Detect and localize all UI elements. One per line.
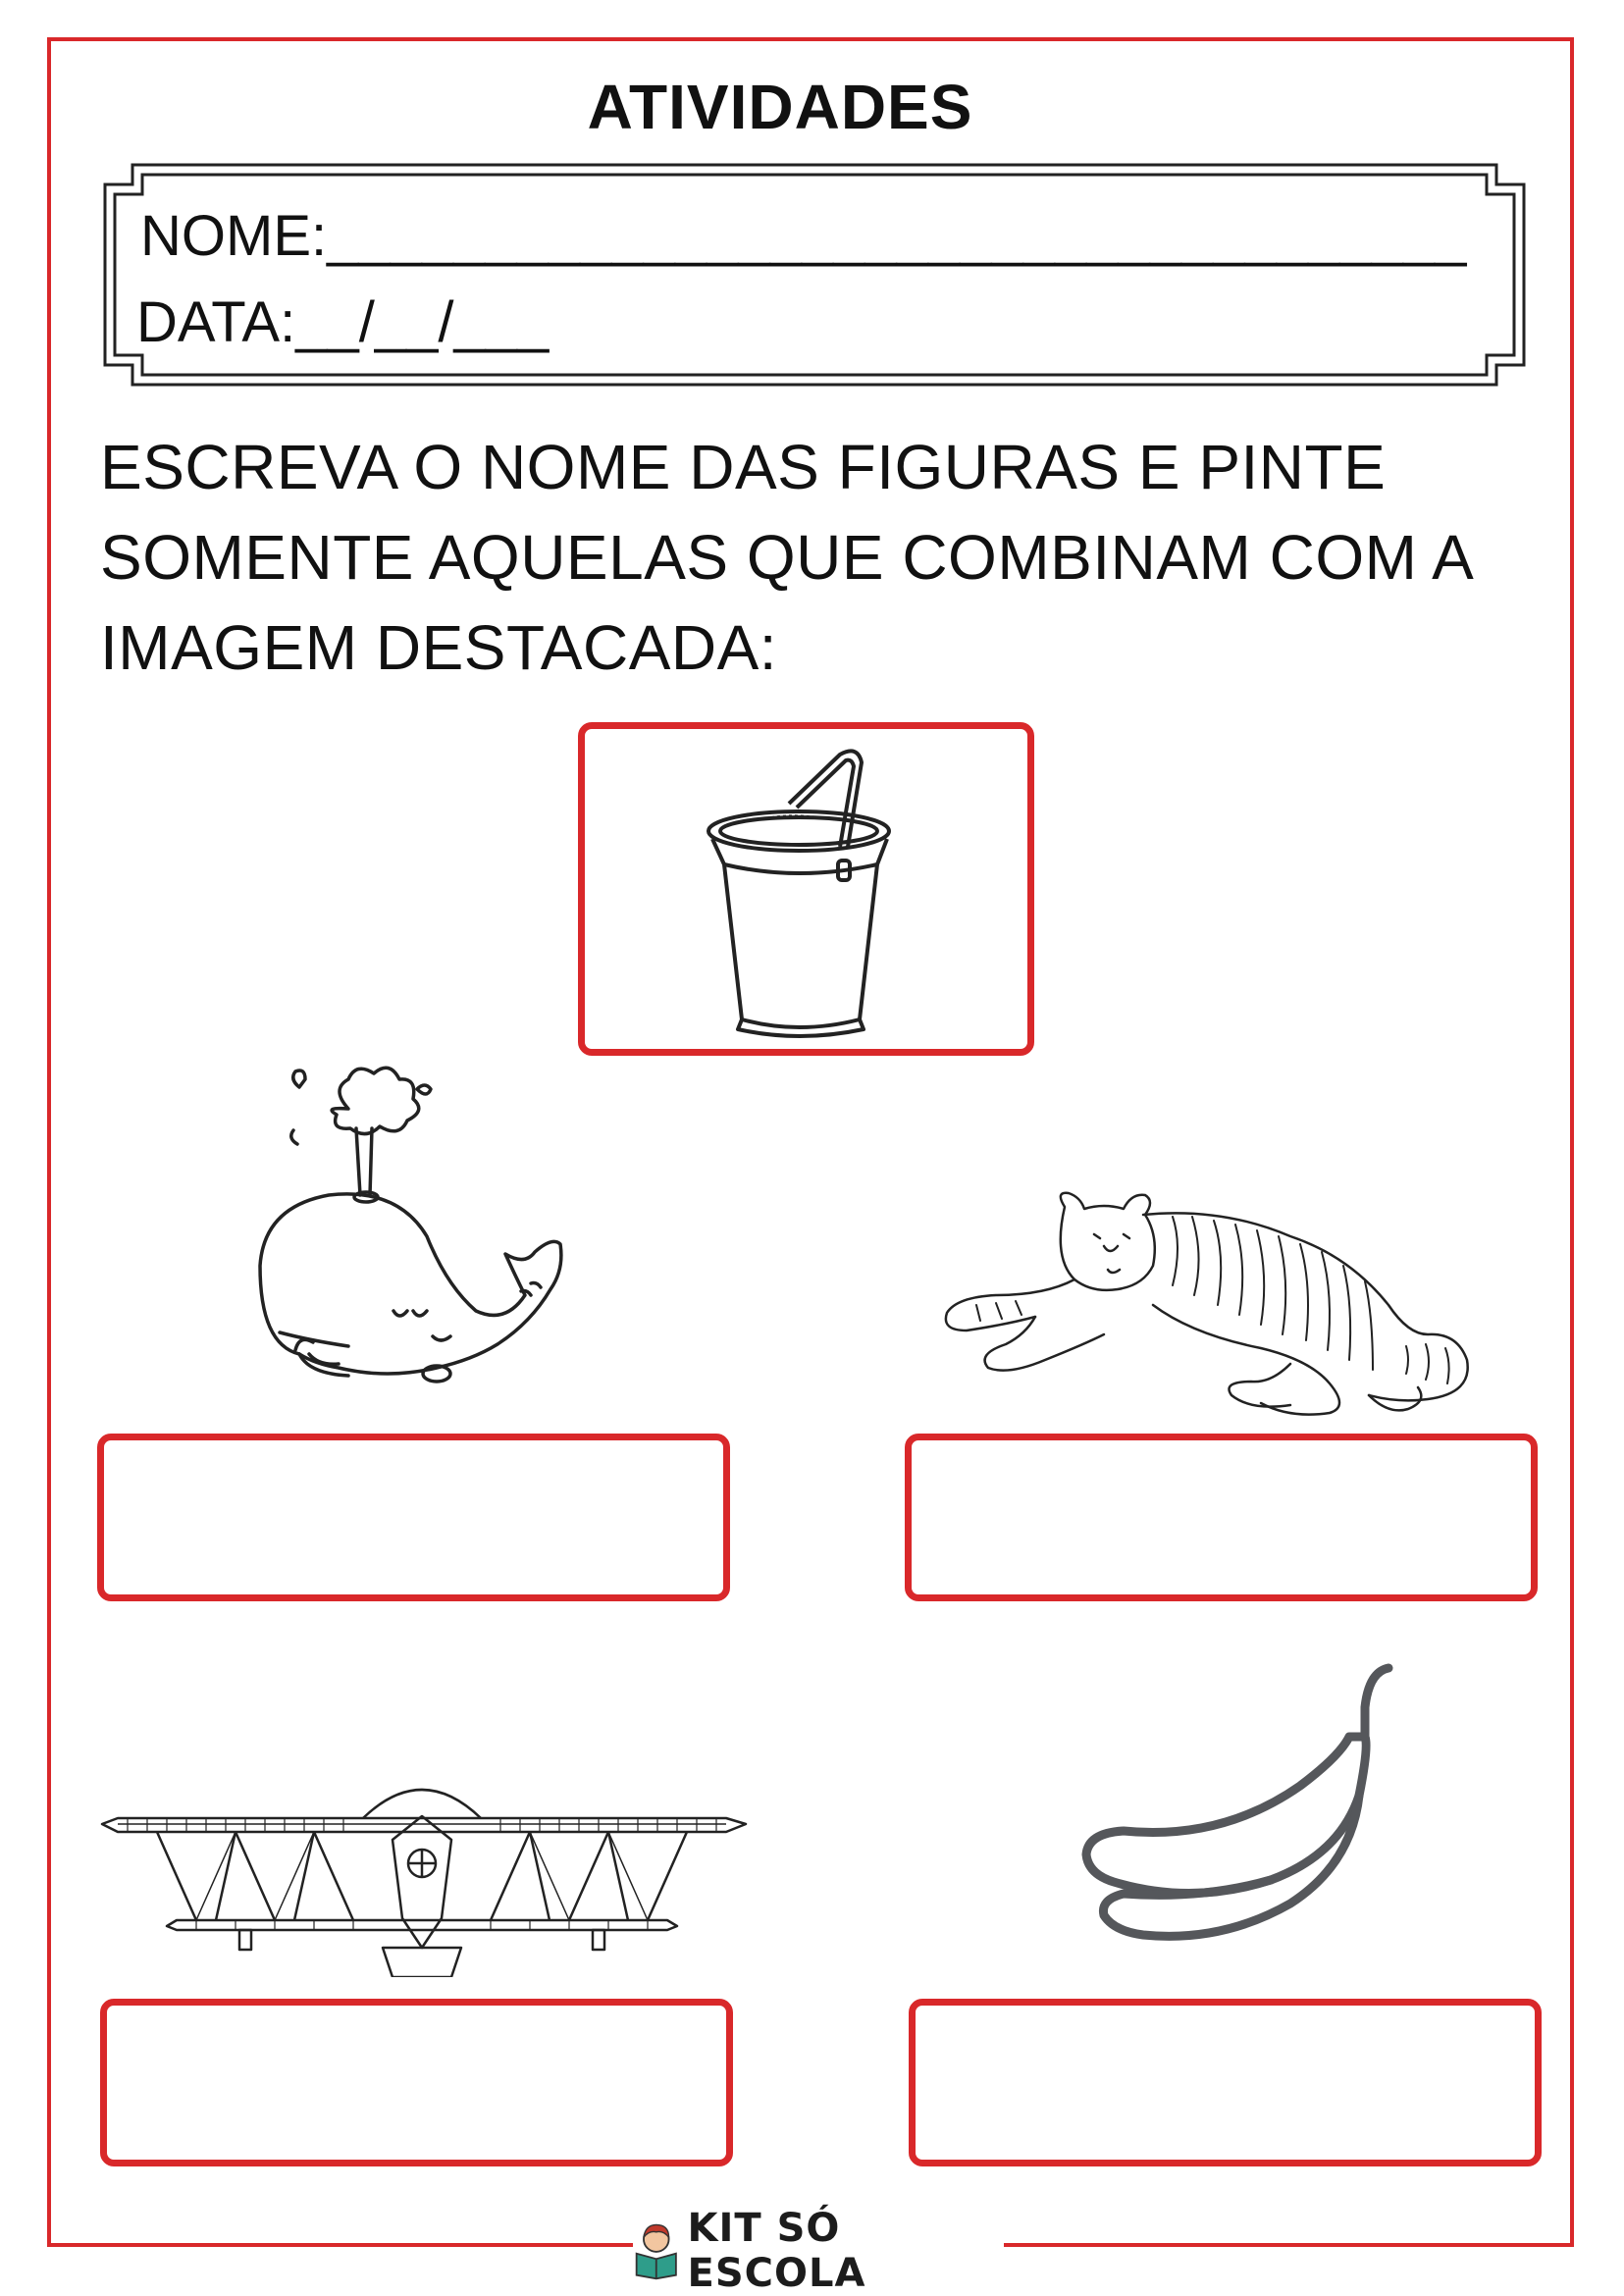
logo-text: KIT SÓ ESCOLA bbox=[687, 2206, 866, 2296]
footer-logo bbox=[633, 2206, 1004, 2296]
whale-icon bbox=[240, 1060, 584, 1423]
airplane-icon bbox=[98, 1781, 751, 1977]
name-label: NOME: bbox=[140, 204, 328, 268]
answer-box-whale[interactable] bbox=[97, 1434, 730, 1601]
name-blank: ____________________________________ bbox=[327, 204, 1467, 268]
name-date-frame bbox=[93, 157, 1536, 392]
page-title: ATIVIDADES bbox=[587, 72, 973, 142]
reading-child-icon bbox=[633, 2220, 680, 2281]
name-field[interactable] bbox=[140, 204, 1467, 268]
bucket-icon bbox=[703, 745, 918, 1039]
banana-icon bbox=[1074, 1658, 1408, 1953]
featured-image-box bbox=[578, 722, 1034, 1056]
answer-box-tiger[interactable] bbox=[905, 1434, 1538, 1601]
date-label: DATA: bbox=[136, 290, 296, 354]
instructions-text: ESCREVA O NOME DAS FIGURAS E PINTE SOMENTE AQUELAS QUE COMBINAM COM A IMAGEM DESTACADA: bbox=[100, 432, 1471, 683]
frame-border bbox=[93, 157, 1536, 392]
date-blank: __/__/___ bbox=[295, 290, 550, 354]
answer-box-banana[interactable] bbox=[909, 1999, 1542, 2166]
date-field[interactable] bbox=[136, 290, 550, 354]
answer-box-airplane[interactable] bbox=[100, 1999, 733, 2166]
tiger-icon bbox=[937, 1187, 1487, 1428]
